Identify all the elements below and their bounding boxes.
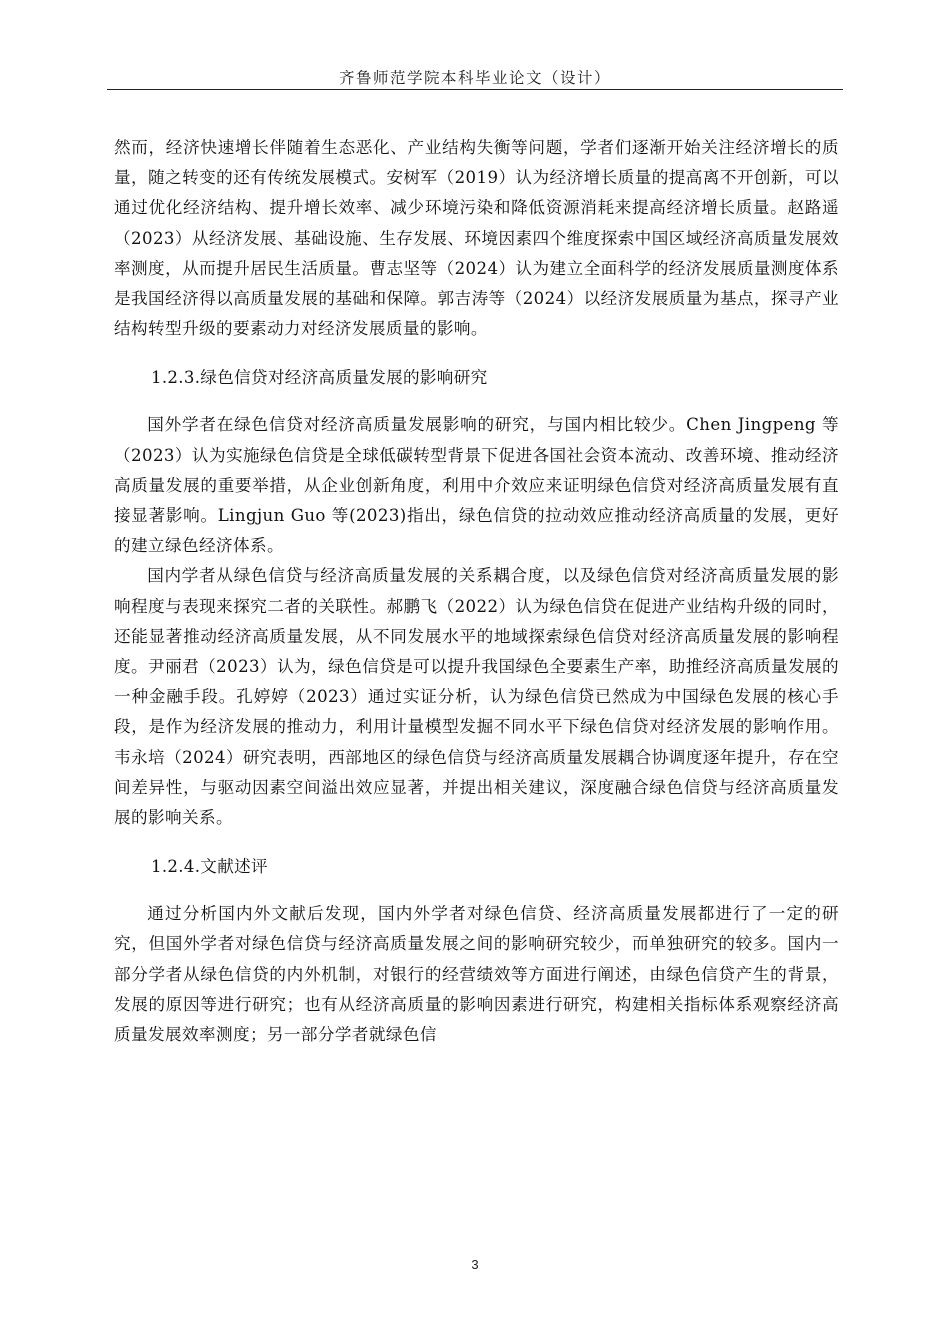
document-body [114,133,839,1050]
paragraph-literature-review: 通过分析国内外文献后发现，国内外学者对绿色信贷、经济高质量发展都进行了一定的研究，但国外学者对绿色信贷与经济高质量发展之间的影响研究较少，而单独研究的较多。国内一部分学者从绿色信贷的内外机制，对银行的经营绩效等方面进行阐述，由绿色信贷产生的背景，发展的原因等进行研究；也有从经济高质量的影响因素进行研究，构建相关指标体系观察经济高质量发展效率测度；另一部分学者就绿色信 [114,904,839,1045]
paragraph-economic-growth-quality: 然而，经济快速增长伴随着生态恶化、产业结构失衡等问题，学者们逐渐开始关注经济增长的质量，随之转变的还有传统发展模式。安树军（2019）认为经济增长质量的提高离不开创新，可以通过优化经济结构、提升增长效率、减少环境污染和降低资源消耗来提高经济增长质量。赵路遥（2023）从经济发展、基础设施、生存发展、环境因素四个维度探索中国区域经济高质量发展效率测度，从而提升居民生活质量。曹志坚等（2024）认为建立全面科学的经济发展质量测度体系是我国经济得以高质量发展的基础和保障。郭吉涛等（2024）以经济发展质量为基点，探寻产业结构转型升级的要素动力对经济发展质量的影响。 [114,138,839,339]
section-heading-1-2-4: 1.2.4.文献述评 [151,857,268,877]
page-header-title: 齐鲁师范学院本科毕业论文（设计） [338,69,611,87]
page-number: 3 [471,1257,479,1272]
paragraph-foreign-scholars: 国外学者在绿色信贷对经济高质量发展影响的研究，与国内相比较少。Chen Jingpeng 等（2023）认为实施绿色信贷是全球低碳转型背景下促进各国社会资本流动、改善环境、推动经济高质量发展的重要举措，从企业创新角度，利用中介效应来证明绿色信贷对经济高质量发展有直接显著影响。Lingjun Guo 等(2023)指出，绿色信贷的拉动效应推动经济高质量的发展，更好的建立绿色经济体系。 [114,415,839,556]
section-heading-1-2-3: 1.2.3.绿色信贷对经济高质量发展的影响研究 [151,368,488,388]
paragraph-domestic-scholars: 国内学者从绿色信贷与经济高质量发展的关系耦合度，以及绿色信贷对经济高质量发展的影响程度与表现来探究二者的关联性。郝鹏飞（2022）认为绿色信贷在促进产业结构升级的同时，还能显著推动经济高质量发展，从不同发展水平的地域探索绿色信贷对经济高质量发展的影响程度。尹丽君（2023）认为，绿色信贷是可以提升我国绿色全要素生产率，助推经济高质量发展的一种金融手段。孔婷婷（2023）通过实证分析，认为绿色信贷已然成为中国绿色发展的核心手段，是作为经济发展的推动力，利用计量模型发掘不同水平下绿色信贷对经济发展的影响作用。韦永培（2024）研究表明，西部地区的绿色信贷与经济高质量发展耦合协调度逐年提升，存在空间差异性，与驱动因素空间溢出效应显著，并提出相关建议，深度融合绿色信贷与经济高质量发展的影响关系。 [114,566,839,828]
header-divider [107,89,843,90]
